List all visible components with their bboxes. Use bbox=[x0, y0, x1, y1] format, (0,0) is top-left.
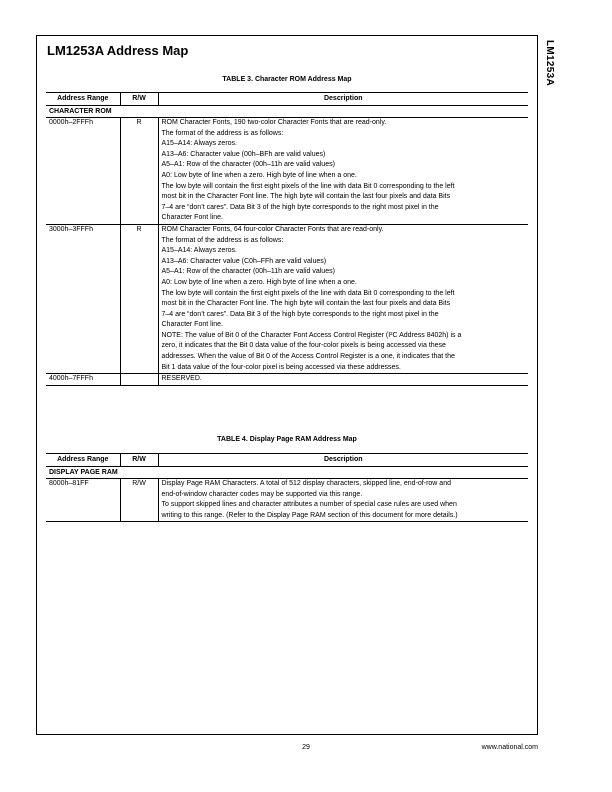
rw-cell bbox=[120, 374, 158, 386]
description-cell bbox=[158, 118, 528, 225]
table4-header-description: Description bbox=[158, 454, 528, 467]
description-line: The low byte will contain the first eight pixels of the line with data Bit 0 corresponding to the left bbox=[161, 182, 455, 190]
address-range-cell: 0000h–2FFFh bbox=[46, 118, 120, 225]
description-line: The low byte will contain the first eight pixels of the line with data Bit 0 corresponding to the left bbox=[161, 289, 455, 297]
rw-cell: R/W bbox=[120, 479, 158, 522]
table4-group-label: DISPLAY PAGE RAM bbox=[46, 467, 528, 479]
table4 bbox=[46, 453, 528, 522]
description-line: Bit 1 data value of the four-color pixel is being accessed via these addresses. bbox=[161, 363, 401, 371]
description-line: end-of-window character codes may be supported via this range. bbox=[161, 490, 363, 498]
side-label: LM1253A bbox=[544, 40, 555, 87]
table3 bbox=[46, 92, 528, 386]
table-row bbox=[46, 479, 528, 522]
table-row bbox=[46, 224, 528, 373]
description-cell bbox=[158, 374, 528, 386]
description-line: 7–4 are “don’t cares”. Data Bit 3 of the high byte corresponds to the right most pixel in the bbox=[161, 203, 439, 211]
table3-caption: TABLE 3. Character ROM Address Map bbox=[222, 76, 352, 83]
table4-caption: TABLE 4. Display Page RAM Address Map bbox=[217, 436, 357, 443]
description-line: A0: Low byte of line when a zero. High byte of line when a one. bbox=[161, 278, 357, 286]
description-line: The format of the address is as follows: bbox=[161, 236, 284, 244]
description-line: A15–A14: Always zeros. bbox=[161, 140, 237, 148]
description-line: A5–A1: Row of the character (00h–11h are valid values) bbox=[161, 268, 335, 276]
description-line: most bit in the Character Font line. The high byte will contain the last four pixels and data Bits bbox=[161, 300, 451, 308]
table4-group-row bbox=[46, 467, 528, 479]
table3-header-row bbox=[46, 93, 528, 106]
table3-header-range: Address Range bbox=[46, 93, 120, 106]
description-line: A5–A1: Row of the character (00h–11h are valid values) bbox=[161, 161, 335, 169]
rw-cell: R bbox=[120, 118, 158, 225]
table3-group-row bbox=[46, 106, 528, 118]
description-line: Character Font line. bbox=[161, 321, 223, 329]
description-line: A13–A6: Character value (C0h–FFh are valid values) bbox=[161, 257, 327, 265]
address-range-cell: 3000h–3FFFh bbox=[46, 224, 120, 373]
table4-header-range: Address Range bbox=[46, 454, 120, 467]
description-line: ROM Character Fonts, 190 two-color Character Fonts that are read-only. bbox=[161, 119, 387, 126]
description-cell bbox=[158, 224, 528, 373]
description-line: writing to this range. (Refer to the Display Page RAM section of this document for more details.) bbox=[161, 511, 458, 519]
description-line: A15–A14: Always zeros. bbox=[161, 247, 237, 255]
description-line: Character Font line. bbox=[161, 214, 223, 222]
description-line: ROM Character Fonts, 64 four-color Character Fonts that are read-only. bbox=[161, 225, 384, 233]
table3-group-label: CHARACTER ROM bbox=[46, 106, 528, 118]
description-line: most bit in the Character Font line. The high byte will contain the last four pixels and data Bits bbox=[161, 193, 451, 201]
table4-header-rw: R/W bbox=[120, 454, 158, 467]
description-line: addresses. When the value of Bit 0 of the Access Control Register is a one, it indicates that the bbox=[161, 353, 455, 361]
rw-cell: R bbox=[120, 224, 158, 373]
table4-header-row bbox=[46, 454, 528, 467]
description-line: Display Page RAM Characters. A total of 512 display characters, skipped line, end-of-row and bbox=[161, 480, 451, 487]
address-range-cell: 8000h–81FF bbox=[46, 479, 120, 522]
description-line: RESERVED. bbox=[161, 375, 202, 383]
page-frame bbox=[36, 35, 538, 735]
section-title: LM1253A Address Map bbox=[47, 43, 189, 58]
description-line: To support skipped lines and character attributes a number of special case rules are used when bbox=[161, 501, 457, 509]
footer-url: www.national.com bbox=[481, 744, 538, 751]
table-row bbox=[46, 118, 528, 225]
table3-header-description: Description bbox=[158, 93, 528, 106]
table-row bbox=[46, 374, 528, 386]
table3-header-rw: R/W bbox=[120, 93, 158, 106]
page-number: 29 bbox=[302, 744, 310, 751]
address-range-cell: 4000h–7FFFh bbox=[46, 374, 120, 386]
description-line: A13–A6: Character value (00h–BFh are valid values) bbox=[161, 150, 326, 158]
description-line: 7–4 are “don’t cares”. Data Bit 3 of the high byte corresponds to the right most pixel in the bbox=[161, 310, 439, 318]
description-line: NOTE: The value of Bit 0 of the Character Font Access Control Register (I²C Address 8402h) is a bbox=[161, 331, 462, 339]
description-line: zero, it indicates that the Bit 0 data value of the four-color pixels is being accessed via these bbox=[161, 342, 446, 350]
description-cell bbox=[158, 479, 528, 522]
description-line: A0: Low byte of line when a zero. High byte of line when a one. bbox=[161, 171, 357, 179]
description-line: The format of the address is as follows: bbox=[161, 129, 284, 137]
